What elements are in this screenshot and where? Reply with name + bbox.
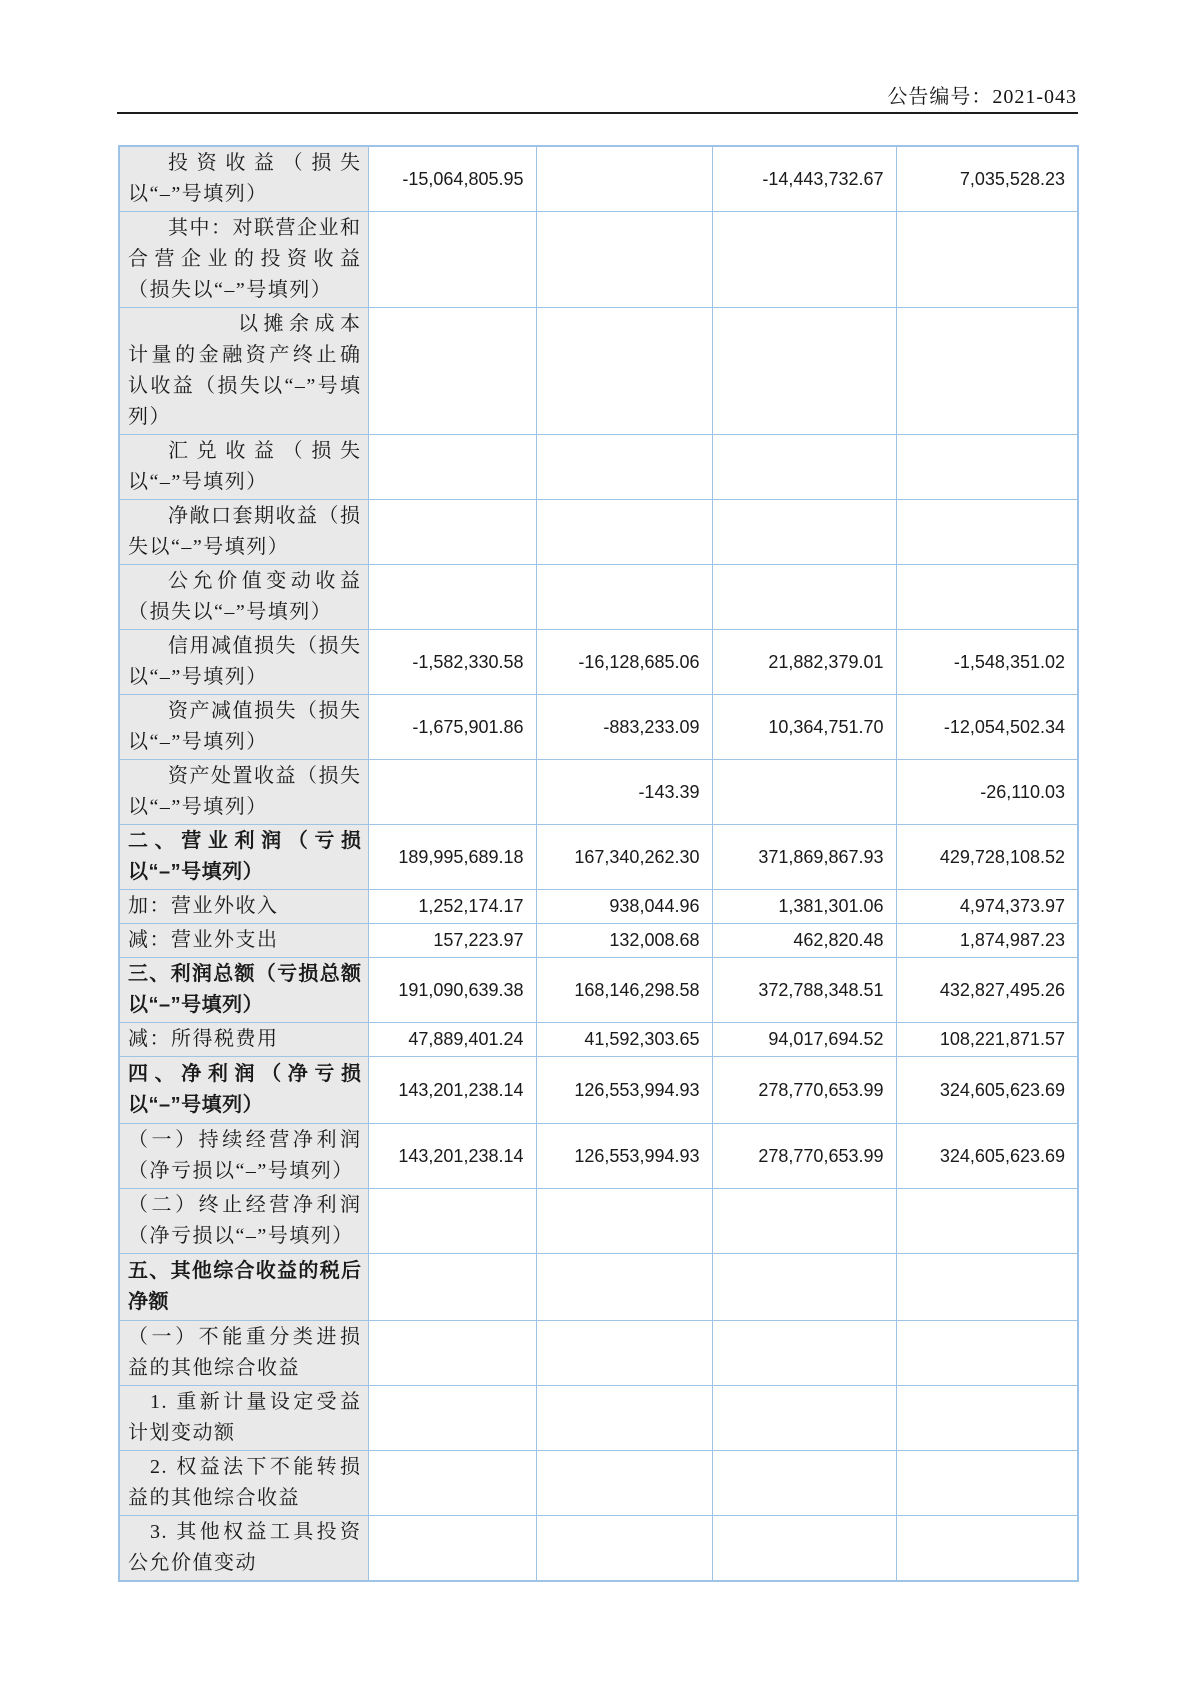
cell-value: 10,364,751.70 — [712, 695, 896, 760]
table-row — [119, 760, 1078, 825]
cell-value: 108,221,871.57 — [896, 1023, 1078, 1057]
row-label: （一）持续经营净利润（净亏损以“–”号填列） — [119, 1124, 368, 1189]
cell-value: 47,889,401.24 — [368, 1023, 536, 1057]
cell-value: 462,820.48 — [712, 924, 896, 958]
cell-value — [712, 1386, 896, 1451]
cell-value — [368, 435, 536, 500]
cell-value: 132,008.68 — [536, 924, 712, 958]
cell-value — [712, 565, 896, 630]
row-label: 减：所得税费用 — [119, 1023, 368, 1057]
table-row — [119, 1057, 1078, 1124]
table-row — [119, 146, 1078, 212]
cell-value — [368, 760, 536, 825]
cell-value — [368, 1321, 536, 1386]
cell-value — [712, 1189, 896, 1254]
cell-value: -15,064,805.95 — [368, 146, 536, 212]
table-row — [119, 565, 1078, 630]
cell-value: -1,582,330.58 — [368, 630, 536, 695]
cell-value — [536, 308, 712, 435]
cell-value — [536, 1254, 712, 1321]
cell-value: 1,381,301.06 — [712, 890, 896, 924]
cell-value — [368, 1189, 536, 1254]
cell-value — [712, 212, 896, 308]
cell-value — [536, 1321, 712, 1386]
table-row — [119, 695, 1078, 760]
row-label: 净敞口套期收益（损失以“–”号填列） — [119, 500, 368, 565]
cell-value: 432,827,495.26 — [896, 958, 1078, 1023]
cell-value: 168,146,298.58 — [536, 958, 712, 1023]
cell-value — [536, 500, 712, 565]
table-row — [119, 1189, 1078, 1254]
cell-value: 94,017,694.52 — [712, 1023, 896, 1057]
cell-value — [368, 565, 536, 630]
cell-value — [536, 212, 712, 308]
cell-value — [368, 1451, 536, 1516]
cell-value: 1,252,174.17 — [368, 890, 536, 924]
cell-value: 429,728,108.52 — [896, 825, 1078, 890]
cell-value: 189,995,689.18 — [368, 825, 536, 890]
table-row — [119, 825, 1078, 890]
cell-value: -14,443,732.67 — [712, 146, 896, 212]
cell-value: 7,035,528.23 — [896, 146, 1078, 212]
cell-value: 1,874,987.23 — [896, 924, 1078, 958]
cell-value — [712, 1321, 896, 1386]
cell-value: 938,044.96 — [536, 890, 712, 924]
cell-value — [536, 1386, 712, 1451]
row-label: 五、其他综合收益的税后净额 — [119, 1254, 368, 1321]
cell-value: -1,548,351.02 — [896, 630, 1078, 695]
cell-value — [896, 1189, 1078, 1254]
cell-value — [368, 308, 536, 435]
header-rule — [117, 112, 1078, 114]
table-row — [119, 1451, 1078, 1516]
cell-value — [896, 1451, 1078, 1516]
cell-value — [712, 435, 896, 500]
row-label: 二、营业利润（亏损以“–”号填列） — [119, 825, 368, 890]
row-label: 资产处置收益（损失以“–”号填列） — [119, 760, 368, 825]
table-row — [119, 1386, 1078, 1451]
cell-value: -16,128,685.06 — [536, 630, 712, 695]
cell-value — [896, 212, 1078, 308]
cell-value: 191,090,639.38 — [368, 958, 536, 1023]
cell-value: -883,233.09 — [536, 695, 712, 760]
cell-value: 278,770,653.99 — [712, 1057, 896, 1124]
cell-value — [368, 1386, 536, 1451]
cell-value — [712, 1451, 896, 1516]
row-label: 四、净利润（净亏损以“–”号填列） — [119, 1057, 368, 1124]
cell-value — [368, 500, 536, 565]
cell-value — [896, 435, 1078, 500]
cell-value — [536, 565, 712, 630]
row-label: 汇兑收益（损失以“–”号填列） — [119, 435, 368, 500]
cell-value — [712, 760, 896, 825]
row-label: （一）不能重分类进损益的其他综合收益 — [119, 1321, 368, 1386]
cell-value — [896, 1516, 1078, 1582]
table-row — [119, 308, 1078, 435]
row-label: 投资收益（损失以“–”号填列） — [119, 146, 368, 212]
table-row — [119, 1516, 1078, 1582]
cell-value — [712, 1254, 896, 1321]
cell-value — [896, 1386, 1078, 1451]
table-row — [119, 924, 1078, 958]
cell-value: 126,553,994.93 — [536, 1057, 712, 1124]
cell-value — [536, 1189, 712, 1254]
cell-value — [896, 308, 1078, 435]
cell-value: 126,553,994.93 — [536, 1124, 712, 1189]
cell-value — [896, 1254, 1078, 1321]
cell-value: 372,788,348.51 — [712, 958, 896, 1023]
cell-value — [896, 1321, 1078, 1386]
cell-value — [712, 500, 896, 565]
cell-value: 371,869,867.93 — [712, 825, 896, 890]
cell-value — [536, 146, 712, 212]
table-row — [119, 1254, 1078, 1321]
table-row — [119, 890, 1078, 924]
table-row — [119, 1023, 1078, 1057]
row-label: 信用减值损失（损失以“–”号填列） — [119, 630, 368, 695]
cell-value — [536, 435, 712, 500]
row-label: （二）终止经营净利润（净亏损以“–”号填列） — [119, 1189, 368, 1254]
cell-value — [368, 1254, 536, 1321]
table-row — [119, 1124, 1078, 1189]
cell-value — [536, 1451, 712, 1516]
announcement-number: 公告编号：2021-043 — [887, 86, 1077, 108]
table-row — [119, 500, 1078, 565]
cell-value — [712, 308, 896, 435]
cell-value — [896, 565, 1078, 630]
row-label: 1. 重新计量设定受益计划变动额 — [119, 1386, 368, 1451]
row-label: 以摊余成本计量的金融资产终止确认收益（损失以“–”号填列） — [119, 308, 368, 435]
cell-value: -143.39 — [536, 760, 712, 825]
row-label: 三、利润总额（亏损总额以“–”号填列） — [119, 958, 368, 1023]
cell-value: 167,340,262.30 — [536, 825, 712, 890]
row-label: 2. 权益法下不能转损益的其他综合收益 — [119, 1451, 368, 1516]
cell-value: 21,882,379.01 — [712, 630, 896, 695]
cell-value: -12,054,502.34 — [896, 695, 1078, 760]
cell-value: 157,223.97 — [368, 924, 536, 958]
income-statement-table — [118, 145, 1079, 1582]
cell-value: -26,110.03 — [896, 760, 1078, 825]
cell-value: 41,592,303.65 — [536, 1023, 712, 1057]
cell-value: -1,675,901.86 — [368, 695, 536, 760]
income-statement-body — [119, 146, 1078, 1581]
row-label: 其中：对联营企业和合营企业的投资收益（损失以“–”号填列） — [119, 212, 368, 308]
cell-value — [896, 500, 1078, 565]
table-row — [119, 435, 1078, 500]
cell-value — [368, 1516, 536, 1582]
table-row — [119, 1321, 1078, 1386]
cell-value — [712, 1516, 896, 1582]
row-label: 公允价值变动收益（损失以“–”号填列） — [119, 565, 368, 630]
row-label: 加：营业外收入 — [119, 890, 368, 924]
table-row — [119, 630, 1078, 695]
cell-value — [536, 1516, 712, 1582]
cell-value: 143,201,238.14 — [368, 1124, 536, 1189]
row-label: 减：营业外支出 — [119, 924, 368, 958]
row-label: 资产减值损失（损失以“–”号填列） — [119, 695, 368, 760]
table-row — [119, 212, 1078, 308]
cell-value: 4,974,373.97 — [896, 890, 1078, 924]
cell-value: 324,605,623.69 — [896, 1057, 1078, 1124]
cell-value: 278,770,653.99 — [712, 1124, 896, 1189]
cell-value — [368, 212, 536, 308]
table-row — [119, 958, 1078, 1023]
cell-value: 324,605,623.69 — [896, 1124, 1078, 1189]
row-label: 3. 其他权益工具投资公允价值变动 — [119, 1516, 368, 1582]
cell-value: 143,201,238.14 — [368, 1057, 536, 1124]
